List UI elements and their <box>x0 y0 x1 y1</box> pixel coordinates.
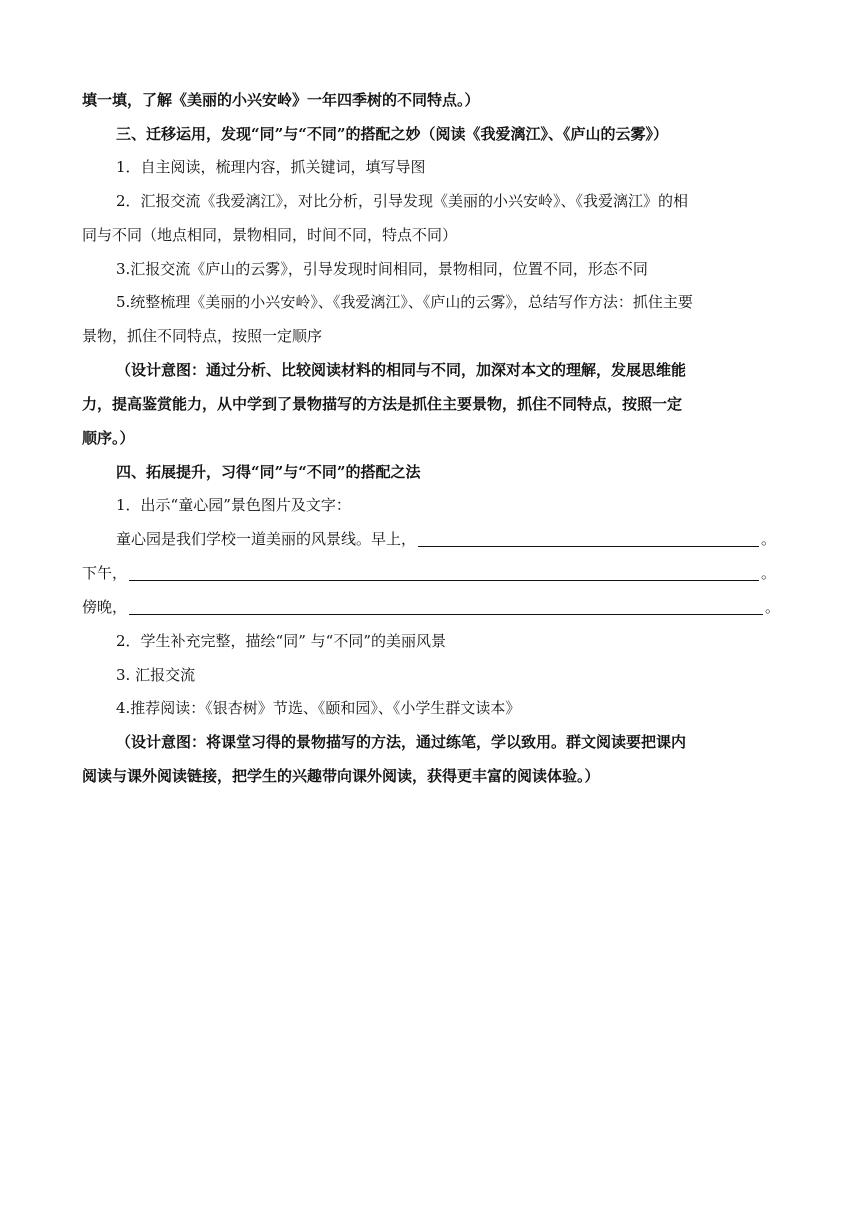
section-3-item-3: 3.汇报交流《庐山的云雾》，引导发现时间相同，景物相同，位置不同，形态不同 <box>116 260 648 278</box>
blank-line-morning[interactable] <box>418 530 759 547</box>
paragraph-continuation: 填一填，了解《美丽的小兴安岭》一年四季树的不同特点。） <box>82 91 480 109</box>
section-4-heading: 四、拓展提升，习得“同”与“不同”的搭配之法 <box>116 463 421 481</box>
section-3-item-2-line-2: 同与不同（地点相同，景物相同，时间不同，特点不同） <box>82 226 458 244</box>
fill-blank-evening-label: 傍晚， <box>82 598 128 616</box>
blank-period: 。 <box>764 598 780 616</box>
section-4-intent-line-2: 阅读与课外阅读链接，把学生的兴趣带向课外阅读，获得更丰富的阅读体验。） <box>82 767 600 785</box>
section-4-intent-line-1: （设计意图：将课堂习得的景物描写的方法，通过练笔，学以致用。群文阅读要把课内 <box>116 733 687 751</box>
section-3-item-1: 1．自主阅读，梳理内容，抓关键词，填写导图 <box>116 158 426 176</box>
section-3-intent-line-3: 顺序。） <box>82 429 135 447</box>
section-3-item-2-line-1: 2．汇报交流《我爱漓江》，对比分析，引导发现《美丽的小兴安岭》、《我爱漓江》的相 <box>116 192 689 210</box>
section-3-heading: 三、迁移运用，发现“同”与“不同”的搭配之妙（阅读《我爱漓江》、《庐山的云雾》） <box>116 125 669 143</box>
section-4-item-2: 2．学生补充完整，描绘“同” 与“不同”的美丽风景 <box>116 632 446 650</box>
section-4-item-1: 1．出示“童心园”景色图片及文字： <box>116 496 351 514</box>
blank-period: 。 <box>760 564 776 582</box>
blank-line-afternoon[interactable] <box>129 564 759 581</box>
fill-blank-morning <box>116 529 776 549</box>
section-4-item-4: 4.推荐阅读：《银杏树》节选、《颐和园》、《小学生群文读本》 <box>116 699 521 717</box>
fill-blank-intro-label: 童心园是我们学校一道美丽的风景线。早上， <box>116 530 417 548</box>
section-4-item-3: 3. 汇报交流 <box>116 666 196 684</box>
section-3-item-5-line-2: 景物，抓住不同特点，按照一定顺序 <box>82 327 323 345</box>
blank-line-evening[interactable] <box>129 598 763 615</box>
section-3-intent-line-2: 力，提高鉴赏能力，从中学到了景物描写的方法是抓住主要景物，抓住不同特点，按照一定 <box>82 395 683 413</box>
fill-blank-afternoon <box>82 563 776 583</box>
section-3-item-5-line-1: 5.统整梳理《美丽的小兴安岭》、《我爱漓江》、《庐山的云雾》，总结写作方法：抓住主要 <box>116 293 693 311</box>
fill-blank-afternoon-label: 下午， <box>82 564 128 582</box>
fill-blank-evening <box>82 597 780 617</box>
blank-period: 。 <box>760 530 776 548</box>
section-3-intent-line-1: （设计意图：通过分析、比较阅读材料的相同与不同，加深对本文的理解，发展思维能 <box>116 361 687 379</box>
